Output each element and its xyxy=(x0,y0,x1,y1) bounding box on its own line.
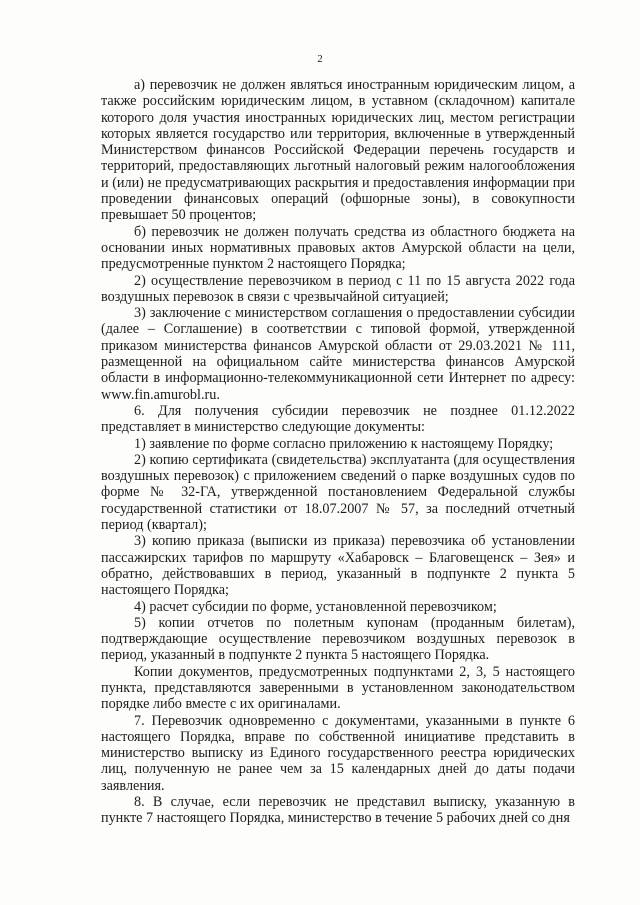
paragraph-a-requirement: а) перевозчик не должен являться иностранным юридическим лицом, а также российским юридическим лицом, в уставном (складочном) капитале которого доля участия иностранных юридических лиц, местом регистрации которых является государство или территория, включенные в утвержденный Министерством финансов Российской Федерации перечень государств и территорий, предоставляющих льготный налоговый режим налогообложения и (или) не предусматривающих раскрытия и предоставления информации при проведении финансовых операций (офшорные зоны), в совокупности превышает 50 процентов; xyxy=(101,77,575,224)
page-number: 2 xyxy=(317,53,323,65)
paragraph-document-4: 4) расчет субсидии по форме, установленной перевозчиком; xyxy=(134,598,497,615)
paragraph-document-3: 3) копию приказа (выписки из приказа) перевозчика об установлении пассажирских тарифов по маршруту «Хабаровск – Благовещенск – Зея» и обратно, действовавших в период, указанный в подпункте 2 пункта 5 настоящего Порядка; xyxy=(101,533,575,599)
document-body xyxy=(101,77,575,827)
paragraph-condition-3: 3) заключение с министерством соглашения о предоставлении субсидии (далее – Соглашение) в соответствии с типовой формой, утвержденной приказом министерства финансов Амурской области от 29.03.2021 № 111, размещенной на официальном сайте министерства финансов Амурской области в информационно-телекоммуникационной сети Интернет по адресу: www.fin.amurobl.ru. xyxy=(101,305,575,403)
paragraph-document-1: 1) заявление по форме согласно приложению к настоящему Порядку; xyxy=(134,435,554,452)
paragraph-b-requirement: б) перевозчик не должен получать средства из областного бюджета на основании иных нормативных правовых актов Амурской области на цели, предусмотренные пунктом 2 настоящего Порядка; xyxy=(101,223,575,273)
paragraph-document-2: 2) копию сертификата (свидетельства) эксплуатанта (для осуществления воздушных перевозок) с приложением сведений о парке воздушных судов по форме № 32-ГА, утвержденной постановлением Федеральной службы государственной статистики от 18.07.2007 № 57, за последний отчетный период (квартал); xyxy=(101,451,575,534)
paragraph-section-8: 8. В случае, если перевозчик не представил выписку, указанную в пункте 7 настоящего Порядка, министерство в течение 5 рабочих дней со дня xyxy=(101,794,575,827)
paragraph-condition-2: 2) осуществление перевозчиком в период с 11 по 15 августа 2022 года воздушных перевозок в связи с чрезвычайной ситуацией; xyxy=(101,272,575,305)
paragraph-copies-note: Копии документов, предусмотренных подпунктами 2, 3, 5 настоящего пункта, представляются заверенными в установленном законодательством порядке либо вместе с их оригиналами. xyxy=(101,663,575,713)
paragraph-section-7: 7. Перевозчик одновременно с документами, указанными в пункте 6 настоящего Порядка, вправе по собственной инициативе представить в министерство выписку из Единого государственного реестра юридических лиц, полученную не ранее чем за 15 календарных дней до даты подачи заявления. xyxy=(101,712,575,794)
paragraph-section-6: 6. Для получения субсидии перевозчик не позднее 01.12.2022 представляет в министерство следующие документы: xyxy=(101,402,575,436)
paragraph-document-5: 5) копии отчетов по полетным купонам (проданным билетам), подтверждающие осуществление перевозчиком воздушных перевозок в период, указанный в подпункте 2 пункта 5 настоящего Порядка. xyxy=(101,614,575,664)
